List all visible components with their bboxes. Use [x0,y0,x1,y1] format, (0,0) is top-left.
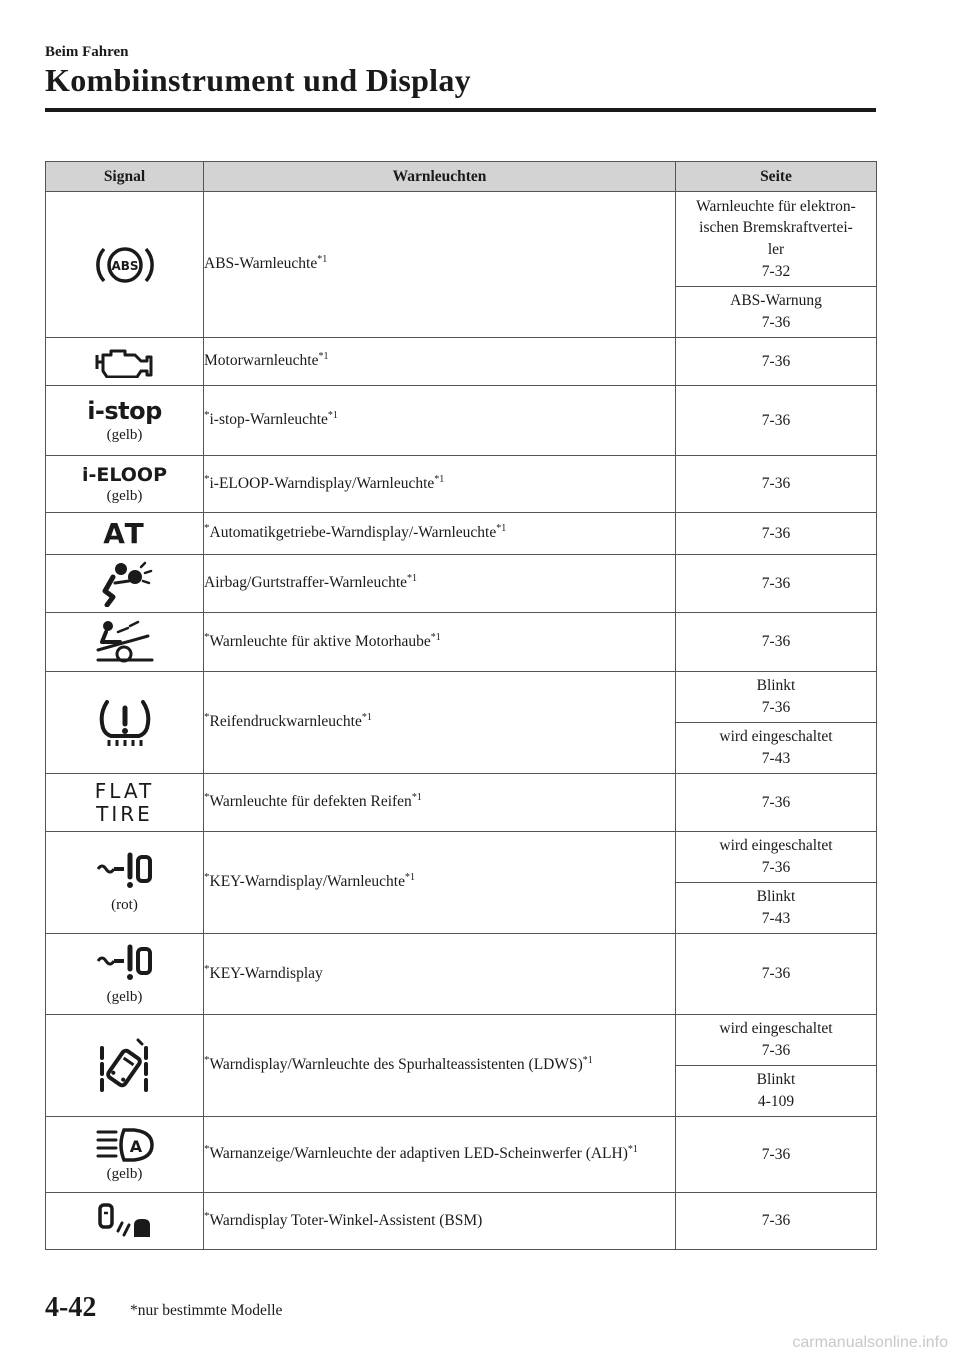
signal-cell [46,774,204,832]
icon-color-caption: (gelb) [106,1166,143,1182]
description-cell: *Warndisplay/Warnleuchte des Spurhalteassistenten (LDWS)$^{*1}$ [204,1015,676,1117]
page-cell: 7-36 [676,338,877,386]
signal-cell [46,934,204,1015]
description-cell: Airbag/Gurtstraffer-Warnleuchte$^{*1}$ [204,555,676,613]
icon-color-caption: (gelb) [106,427,143,443]
page-cell: 7-36 [676,513,877,555]
table-row [46,613,877,672]
i-stop-icon: i-stop [87,397,162,425]
signal-cell [46,555,204,613]
page-cell: Blinkt 4-109 [676,1066,877,1117]
page-cell: 7-36 [676,934,877,1015]
flat-tire-icon: FLAT TIRE [94,778,155,826]
description-cell: *KEY-Warndisplay/Warnleuchte$^{*1}$ [204,832,676,934]
svg-text:ABS: ABS [110,258,139,273]
page-cell: 7-36 [676,386,877,456]
table-row [46,456,877,513]
table-row [46,1193,877,1250]
tire-pressure-icon [95,698,155,748]
table-row [46,774,877,832]
blind-spot-icon [94,1201,156,1241]
description-cell: *Warnleuchte für aktive Motorhaube$^{*1}$ [204,613,676,672]
airbag-icon [95,561,155,607]
signal-cell [46,672,204,774]
table-row [46,832,877,883]
signal-cell [46,1193,204,1250]
table-row [46,1015,877,1066]
warning-lights-table [45,161,877,1250]
page-cell: wird eingeschaltet 7-43 [676,723,877,774]
description-cell: *i-ELOOP-Warndisplay/Warnleuchte$^{*1}$ [204,456,676,513]
key-icon [94,943,156,987]
engine-icon [94,346,156,378]
title-rule [45,108,876,112]
page-cell: Blinkt 7-43 [676,883,877,934]
lane-departure-icon [96,1038,154,1094]
page-cell: Warnleuchte für elektron- ischen Bremskraftvertei- ler 7-32 [676,192,877,287]
signal-cell [46,338,204,386]
description-cell: Motorwarnleuchte$^{*1}$ [204,338,676,386]
icon-color-caption: (rot) [111,897,138,913]
description-cell: *Reifendruckwarnleuchte$^{*1}$ [204,672,676,774]
page-cell: 7-36 [676,456,877,513]
table-row [46,386,877,456]
table-row [46,672,877,723]
description-cell: *KEY-Warndisplay [204,934,676,1015]
at-icon: AT [103,517,146,550]
page-cell: 7-36 [676,774,877,832]
page-cell: ABS-Warnung 7-36 [676,287,877,338]
table-header-row [46,162,877,192]
svg-text:A: A [129,1137,142,1156]
description-cell: *i-stop-Warnleuchte$^{*1}$ [204,386,676,456]
description-cell: *Warnleuchte für defekten Reifen$^{*1}$ [204,774,676,832]
watermark: carmanualsonline.info [792,1334,948,1351]
signal-cell [46,1015,204,1117]
page-cell: 7-36 [676,1117,877,1193]
table-row [46,934,877,1015]
signal-cell [46,513,204,555]
signal-cell [46,386,204,456]
i-eloop-icon: i-ELOOP [81,463,168,486]
section-label: Beim Fahren [45,44,129,60]
table-row [46,338,877,386]
table-row [46,555,877,613]
active-hood-icon [94,620,156,664]
icon-color-caption: (gelb) [106,988,143,1005]
table-row [46,1117,877,1193]
table-row [46,192,877,287]
page-cell: 7-36 [676,555,877,613]
column-header-signal: Signal [46,162,204,192]
page-title: Kombiinstrument und Display [45,62,471,98]
description-cell: *Warndisplay Toter-Winkel-Assistent (BSM) [204,1193,676,1250]
signal-cell [46,192,204,338]
description-cell: ABS-Warnleuchte$^{*1}$ [204,192,676,338]
page-cell: 7-36 [676,613,877,672]
key-icon [94,851,156,895]
table-row [46,513,877,555]
column-header-seite: Seite [676,162,877,192]
abs-icon [94,241,156,289]
page-cell: wird eingeschaltet 7-36 [676,832,877,883]
signal-cell [46,832,204,934]
page-cell: wird eingeschaltet 7-36 [676,1015,877,1066]
signal-cell [46,613,204,672]
icon-color-caption: (gelb) [106,487,143,504]
signal-cell [46,456,204,513]
column-header-warnleuchten: Warnleuchten [204,162,676,192]
footnote: *nur bestimmte Modelle [130,1302,283,1319]
page-cell: 7-36 [676,1193,877,1250]
signal-cell [46,1117,204,1193]
page-cell: Blinkt 7-36 [676,672,877,723]
description-cell: *Automatikgetriebe-Warndisplay/-Warnleuchte$^{*1}$ [204,513,676,555]
description-cell: *Warnanzeige/Warnleuchte der adaptiven LED-Scheinwerfer (ALH)$^{*1}$ [204,1117,676,1193]
adaptive-headlight-icon [94,1126,156,1164]
page-number: 4-42 [45,1292,97,1323]
